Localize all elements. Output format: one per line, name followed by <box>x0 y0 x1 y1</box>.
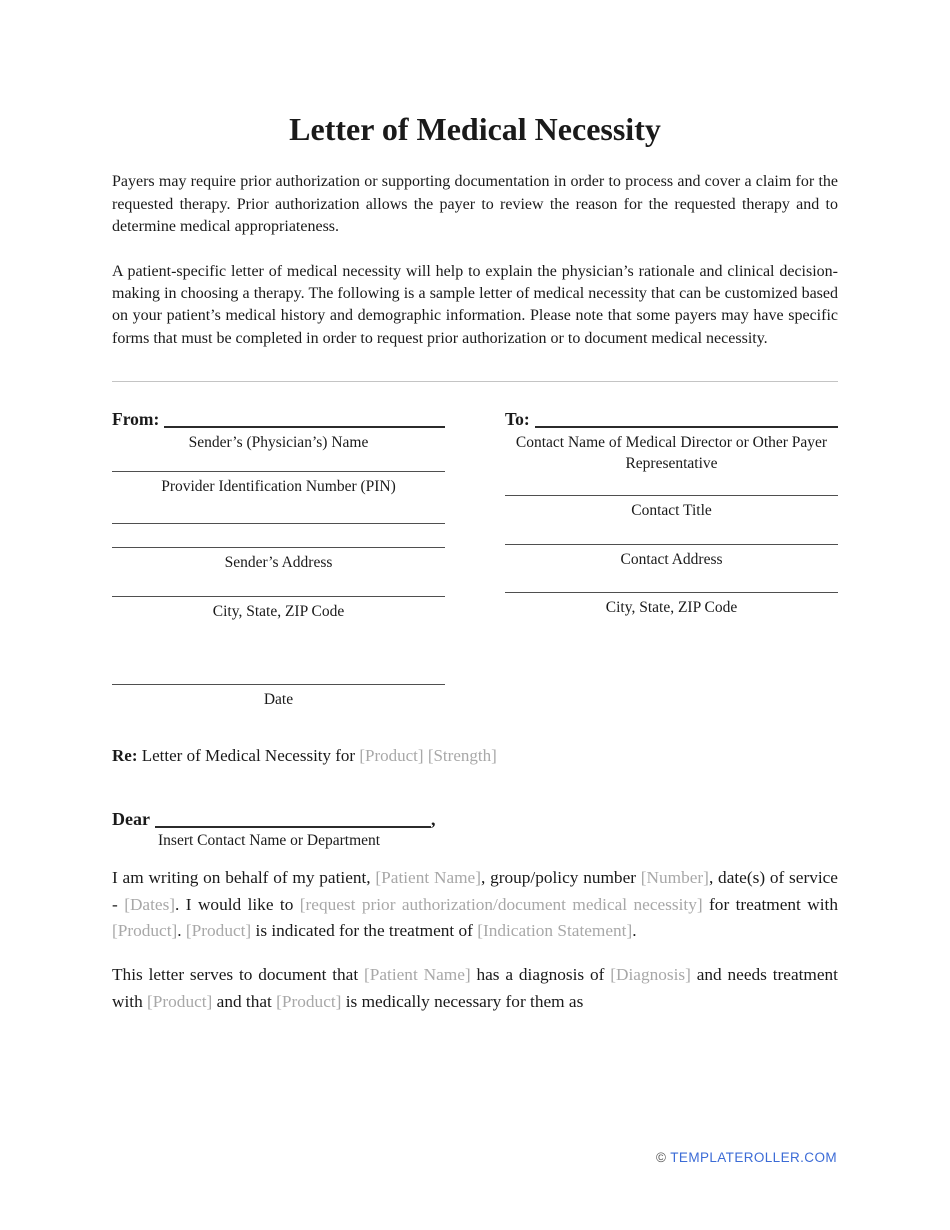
section-divider <box>112 381 838 382</box>
intro-paragraph-2: A patient-specific letter of medical necessity will help to explain the physician’s rationale and clinical decision-making in choosing a therapy. The following is a sample letter of medical necessity that can be customized based on your patient’s medical history and demographic information. Please note that some payers may have specific forms that must be completed in order to request prior authorization or to document medical necessity. <box>112 262 838 347</box>
contact-title-blank-line <box>505 474 838 496</box>
from-label: From: <box>112 408 160 429</box>
page-title: Letter of Medical Necessity <box>289 111 661 147</box>
salutation-row <box>112 804 838 828</box>
templateroller-link[interactable]: TEMPLATEROLLER.COM <box>670 1150 837 1165</box>
sender-name-caption: Sender’s (Physician’s) Name <box>188 434 369 452</box>
intro-paragraph-1: Payers may require prior authorization or supporting documentation in order to process and cover a claim for the requested therapy. Prior authorization allows the payer to review the reason for the requested therapy and to determine medical appropriateness. <box>112 173 838 236</box>
body-paragraph-1: I am writing on behalf of my patient, [Patient Name], group/policy number [Number], date(s) of service - [Dates]. I would like to [request prior authorization/document medical necessity] for treatment with [Product]. [Product] is indicated for the treatment of [Indication Statement]. <box>112 868 839 941</box>
contact-name-blank-line <box>535 402 838 428</box>
sender-address-caption: Sender’s Address <box>224 554 333 572</box>
to-column <box>505 402 838 710</box>
sender-name-blank-line <box>164 402 445 428</box>
sender-city-blank-line <box>112 573 445 597</box>
date-caption: Date <box>263 691 294 709</box>
from-row <box>112 402 445 428</box>
salutation-blank-line <box>155 804 431 828</box>
sender-city-caption: City, State, ZIP Code <box>212 603 345 621</box>
footer <box>656 1150 837 1165</box>
contact-address-blank-line <box>505 521 838 545</box>
re-subject-line: Re: Letter of Medical Necessity for [Product] [Strength] <box>112 746 497 766</box>
contact-address-caption: Contact Address <box>620 551 723 569</box>
salutation-comma: , <box>430 809 436 830</box>
body-paragraph-2: This letter serves to document that [Patient Name] has a diagnosis of [Diagnosis] and needs treatment with [Product] and that [Product] is medically necessary for them as <box>112 965 838 1011</box>
contact-city-caption: City, State, ZIP Code <box>605 599 738 617</box>
provider-pin-blank-line <box>112 453 445 472</box>
contact-title-caption: Contact Title <box>631 502 712 520</box>
to-label: To: <box>505 408 530 429</box>
to-row <box>505 402 838 428</box>
sender-address-blank-line-2 <box>112 524 445 548</box>
copyright-symbol: © <box>655 1150 667 1165</box>
provider-pin-caption: Provider Identification Number (PIN) <box>161 478 396 496</box>
from-column <box>112 402 445 710</box>
dear-label: Dear <box>112 809 150 830</box>
date-blank-line <box>112 622 445 685</box>
from-to-section <box>112 402 838 710</box>
salutation-caption: Insert Contact Name or Department <box>158 832 381 850</box>
contact-name-caption: Contact Name of Medical Director or Other Payer Representative <box>515 434 828 473</box>
sender-address-blank-line-1 <box>112 497 445 524</box>
contact-city-blank-line <box>505 570 838 593</box>
